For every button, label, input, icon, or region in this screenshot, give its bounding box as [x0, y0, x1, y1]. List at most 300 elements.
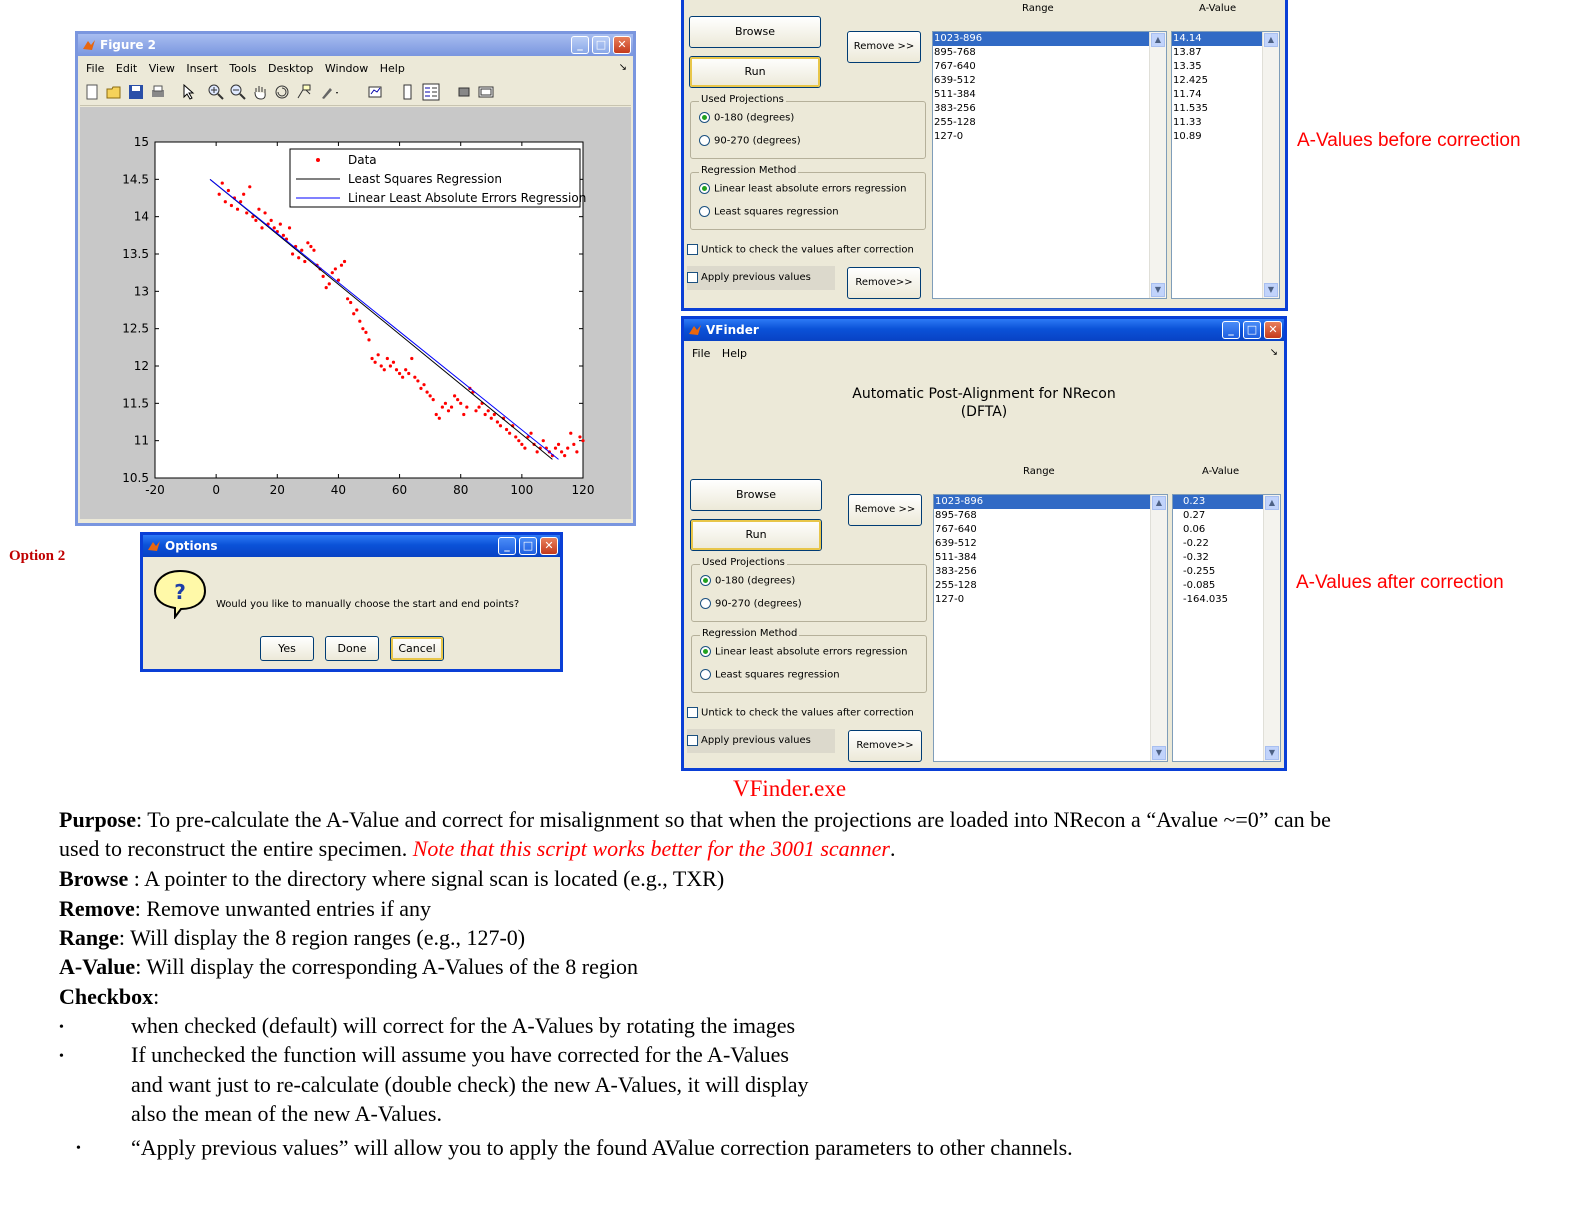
- avalue-list-item[interactable]: 12.425: [1173, 75, 1208, 86]
- pan-hand-icon[interactable]: [252, 84, 268, 100]
- data-point: [358, 320, 361, 323]
- data-point: [432, 398, 435, 401]
- figure-titlebar: [78, 34, 633, 56]
- maximize-button[interactable]: □: [1243, 321, 1261, 339]
- used-projections-title: Used Projections: [702, 557, 785, 568]
- data-point: [398, 372, 401, 375]
- data-point: [282, 234, 285, 237]
- reg-ls-radio[interactable]: [699, 206, 839, 218]
- apply-previous-checkbox[interactable]: [687, 266, 835, 290]
- vfinder-heading: [684, 385, 1284, 421]
- range-list-item[interactable]: 895-768: [934, 47, 976, 58]
- data-point: [435, 413, 438, 416]
- data-point: [303, 260, 306, 263]
- data-point: [557, 443, 560, 446]
- y-tick-label: 11: [133, 433, 149, 448]
- menu-edit[interactable]: Edit: [115, 62, 138, 75]
- untick-label: Untick to check the values after correction: [701, 244, 914, 256]
- avalue-listbox[interactable]: [1172, 494, 1281, 762]
- bullet-2b: and want just to re-calculate (double check) the new A-Values, it will display: [131, 1072, 809, 1097]
- data-point: [224, 200, 227, 203]
- radio-dot: [700, 646, 711, 657]
- radio-dot: [699, 206, 710, 217]
- y-tick-label: 10.5: [122, 471, 149, 485]
- doc-avalue: [59, 952, 638, 981]
- data-point: [453, 394, 456, 397]
- data-point: [514, 435, 517, 438]
- after-correction-label: A-Values after correction: [1296, 572, 1504, 593]
- y-tick-label: 15: [133, 135, 149, 149]
- data-point: [380, 364, 383, 367]
- range-listbox[interactable]: [933, 494, 1168, 762]
- data-point: [508, 432, 511, 435]
- data-point: [447, 409, 450, 412]
- scroll-down-icon[interactable]: ▼: [1152, 746, 1166, 760]
- y-tick-label: 12: [133, 359, 149, 373]
- doc-range: [59, 923, 525, 952]
- checkbox-box: [687, 272, 698, 283]
- used-projections-group: [690, 94, 926, 159]
- vfinder-window-before: [681, 0, 1288, 311]
- run-button[interactable]: Run: [689, 56, 821, 88]
- svg-text:?: ?: [174, 580, 186, 604]
- bullet-2c: also the mean of the new A-Values.: [131, 1101, 442, 1126]
- data-point: [520, 443, 523, 446]
- avalue-list-item[interactable]: -164.035: [1183, 594, 1228, 605]
- data-point: [322, 275, 325, 278]
- data-point: [450, 405, 453, 408]
- radio-dot: [699, 183, 710, 194]
- purpose-note: Note that this script works better for the 3001 scanner: [412, 836, 890, 861]
- data-point: [370, 357, 373, 360]
- data-point: [529, 432, 532, 435]
- range-list-item[interactable]: 1023-896: [933, 32, 1149, 46]
- avalue-listbox[interactable]: [1171, 31, 1280, 299]
- show-tools-icon[interactable]: [478, 84, 494, 100]
- data-point: [493, 413, 496, 416]
- avalue-text: : Will display the corresponding A-Values of the 8 region: [135, 954, 638, 979]
- remove-avalues-button[interactable]: Remove>>: [848, 730, 922, 762]
- regression-method-title: Regression Method: [701, 165, 797, 176]
- bullet-3: “Apply previous values” will allow you to apply the found AValue correction parameters to other channels.: [131, 1135, 1073, 1160]
- data-point: [517, 439, 520, 442]
- purpose-end: .: [889, 836, 896, 861]
- data-point: [355, 308, 358, 311]
- range-list-item[interactable]: 767-640: [935, 524, 977, 535]
- remove-label: Remove: [59, 896, 135, 921]
- vfinder-window-after: [681, 316, 1287, 771]
- data-point: [496, 420, 499, 423]
- pointer-icon[interactable]: [180, 84, 196, 100]
- legend-label: Linear Least Absolute Errors Regression: [348, 191, 587, 205]
- avalue-list-item[interactable]: 11.74: [1173, 89, 1202, 100]
- figure-menubar: [78, 62, 633, 75]
- proj-0-180-label: 0-180 (degrees): [715, 575, 796, 587]
- data-point: [575, 450, 578, 453]
- data-point: [254, 219, 257, 222]
- untick-label: Untick to check the values after correction: [701, 707, 914, 719]
- reg-lae-label: Linear least absolute errors regression: [715, 646, 908, 658]
- data-point: [484, 413, 487, 416]
- data-point: [300, 249, 303, 252]
- question-icon: [153, 569, 207, 619]
- data-point: [441, 405, 444, 408]
- zoom-out-icon[interactable]: [230, 84, 246, 100]
- run-button[interactable]: Run: [690, 519, 822, 551]
- data-point: [312, 249, 315, 252]
- regression-method-group: [690, 165, 926, 230]
- proj-0-180-radio[interactable]: [700, 575, 795, 587]
- used-projections-group: [691, 557, 927, 622]
- close-button[interactable]: ✕: [1264, 321, 1282, 339]
- data-point: [404, 368, 407, 371]
- data-point: [309, 245, 312, 248]
- data-point: [462, 413, 465, 416]
- data-point: [343, 260, 346, 263]
- avalue-list-item[interactable]: 11.33: [1173, 117, 1202, 128]
- data-point: [395, 368, 398, 371]
- doc-remove: [59, 894, 431, 923]
- data-point: [236, 208, 239, 211]
- hide-tools-icon[interactable]: [456, 84, 472, 100]
- bullet-marker-2: •: [59, 1049, 64, 1064]
- range-list-item[interactable]: 255-128: [934, 117, 976, 128]
- data-point: [346, 297, 349, 300]
- scroll-down-icon[interactable]: ▼: [1265, 746, 1279, 760]
- legend-marker: [316, 158, 320, 162]
- data-point: [542, 439, 545, 442]
- avalue-list-item[interactable]: 13.87: [1173, 47, 1202, 58]
- bullet-2a: If unchecked the function will assume you have corrected for the A-Values: [131, 1042, 789, 1067]
- scroll-down-icon[interactable]: ▼: [1264, 283, 1278, 297]
- range-list-item[interactable]: 639-512: [934, 75, 976, 86]
- x-tick-label: 20: [269, 483, 285, 497]
- save-icon[interactable]: [128, 84, 144, 100]
- legend-label: Least Squares Regression: [348, 172, 502, 186]
- options-message: Would you like to manually choose the start and end points?: [216, 599, 520, 610]
- range-list-item[interactable]: 255-128: [935, 580, 977, 591]
- link-plot-icon[interactable]: [368, 84, 384, 100]
- reg-ls-label: Least squares regression: [715, 669, 840, 681]
- y-tick-label: 13.5: [122, 247, 149, 261]
- y-tick-label: 12.5: [122, 321, 149, 336]
- doc-browse: [59, 864, 724, 893]
- avalue-list-item[interactable]: 14.14: [1172, 32, 1262, 46]
- remove-avalues-button[interactable]: Remove>>: [847, 267, 921, 299]
- avalue-list-item[interactable]: 0.23: [1173, 495, 1263, 509]
- range-list-item[interactable]: 895-768: [935, 510, 977, 521]
- data-point: [536, 450, 539, 453]
- data-point: [386, 357, 389, 360]
- range-header: Range: [1023, 466, 1055, 477]
- data-point: [465, 405, 468, 408]
- options-titlebar: [143, 535, 560, 557]
- data-point: [328, 282, 331, 285]
- data-point: [499, 424, 502, 427]
- rotate-3d-icon[interactable]: [274, 84, 290, 100]
- doc-purpose: [59, 805, 1331, 834]
- proj-90-270-label: 90-270 (degrees): [715, 598, 802, 610]
- maximize-button[interactable]: □: [519, 537, 537, 555]
- browse-text: : A pointer to the directory where signal scan is located (e.g., TXR): [128, 866, 725, 891]
- x-tick-label: 0: [212, 483, 220, 497]
- avalue-list-item[interactable]: -0.085: [1183, 580, 1216, 591]
- radio-dot: [700, 669, 711, 680]
- cancel-button[interactable]: Cancel: [390, 636, 444, 661]
- proj-0-180-label: 0-180 (degrees): [714, 112, 795, 124]
- menu-file[interactable]: File: [86, 62, 105, 75]
- y-tick-label: 14: [133, 209, 149, 224]
- reg-lae-radio[interactable]: [699, 183, 907, 195]
- scroll-up-icon[interactable]: ▲: [1265, 496, 1279, 510]
- options-title: Options: [165, 539, 218, 553]
- close-button[interactable]: ✕: [540, 537, 558, 555]
- data-point: [349, 301, 352, 304]
- menu-desktop[interactable]: Desktop: [268, 62, 314, 75]
- apply-previous-checkbox[interactable]: [687, 729, 835, 753]
- data-point: [227, 189, 230, 192]
- data-point: [560, 450, 563, 453]
- untick-checkbox[interactable]: [687, 707, 914, 719]
- avalue-label: A-Value: [59, 954, 136, 979]
- proj-90-270-radio[interactable]: [699, 135, 801, 147]
- data-point: [306, 241, 309, 244]
- data-point: [242, 193, 245, 196]
- data-point: [505, 428, 508, 431]
- data-point: [279, 223, 282, 226]
- regression-method-title: Regression Method: [702, 628, 798, 639]
- range-scrollbar[interactable]: [1149, 32, 1166, 298]
- data-point: [325, 286, 328, 289]
- checkbox-box: [687, 707, 698, 718]
- data-point: [410, 357, 413, 360]
- checkbox-box: [687, 244, 698, 255]
- colorbar-icon[interactable]: [400, 84, 416, 100]
- avalue-header: A-Value: [1199, 3, 1237, 14]
- avalue-scrollbar[interactable]: [1263, 495, 1280, 761]
- radio-dot: [700, 598, 711, 609]
- apply-previous-label: Apply previous values: [701, 735, 811, 746]
- x-tick-label: 100: [510, 483, 534, 497]
- menu-help[interactable]: Help: [721, 347, 747, 360]
- y-tick-label: 11.5: [122, 396, 149, 411]
- range-listbox[interactable]: [932, 31, 1167, 299]
- data-point: [245, 211, 248, 214]
- radio-dot: [699, 135, 710, 146]
- remove-button[interactable]: Remove >>: [847, 31, 921, 63]
- data-point: [257, 208, 260, 211]
- minimize-button[interactable]: _: [1222, 321, 1240, 339]
- menu-help[interactable]: Help: [379, 62, 405, 75]
- figure-window: [75, 31, 636, 526]
- range-list-item[interactable]: 127-0: [934, 131, 964, 142]
- scroll-up-icon[interactable]: ▲: [1152, 496, 1166, 510]
- avalue-list-item[interactable]: -0.255: [1183, 566, 1216, 577]
- range-list-item[interactable]: 1023-896: [934, 495, 1150, 509]
- x-tick-label: 40: [330, 483, 347, 497]
- bullet-marker-1: •: [59, 1020, 64, 1035]
- matlab-icon: [147, 539, 161, 553]
- data-point: [364, 331, 367, 334]
- data-point: [383, 368, 386, 371]
- vfinder-titlebar: [684, 319, 1284, 341]
- avalue-list-item[interactable]: 0.06: [1183, 524, 1206, 535]
- avalue-list-item[interactable]: 10.89: [1173, 131, 1202, 142]
- avalue-list-item[interactable]: 0.27: [1183, 510, 1206, 521]
- vfinder-menubar: [684, 347, 1284, 360]
- range-label: Range: [59, 925, 119, 950]
- x-tick-label: 80: [453, 483, 469, 497]
- data-point: [260, 226, 263, 229]
- regression-method-group: [691, 628, 927, 693]
- data-point: [248, 185, 251, 188]
- minimize-button[interactable]: _: [571, 36, 589, 54]
- dock-arrow-icon[interactable]: ↘: [618, 62, 627, 73]
- radio-dot: [700, 575, 711, 586]
- data-point: [581, 439, 584, 442]
- vfinder-exe-label: VFinder.exe: [733, 776, 847, 801]
- data-point: [444, 402, 447, 405]
- range-list-item[interactable]: 383-256: [935, 566, 977, 577]
- zoom-in-icon[interactable]: [208, 84, 224, 100]
- data-point: [401, 376, 404, 379]
- data-point: [578, 435, 581, 438]
- data-point: [221, 181, 224, 184]
- doc-checkbox: [59, 982, 159, 1011]
- x-tick-label: 60: [391, 483, 408, 497]
- print-icon[interactable]: [150, 84, 166, 100]
- data-point: [407, 372, 410, 375]
- range-header: Range: [1022, 3, 1054, 14]
- figure-toolbar: [80, 81, 631, 106]
- purpose-text2: used to reconstruct the entire specimen.: [59, 836, 413, 861]
- avalue-header: A-Value: [1202, 466, 1240, 477]
- browse-button[interactable]: Browse: [690, 479, 822, 511]
- data-point: [413, 376, 416, 379]
- reg-lae-label: Linear least absolute errors regression: [714, 183, 907, 195]
- done-button[interactable]: Done: [325, 636, 379, 661]
- menu-view[interactable]: View: [148, 62, 175, 75]
- proj-0-180-radio[interactable]: [699, 112, 794, 124]
- checkbox-text: :: [153, 984, 160, 1009]
- data-point: [361, 327, 364, 330]
- heading-line2: (DFTA): [960, 404, 1008, 420]
- figure-title: Figure 2: [100, 38, 157, 52]
- range-list-item[interactable]: 511-384: [934, 89, 976, 100]
- data-point: [367, 338, 370, 341]
- new-file-icon[interactable]: [84, 84, 100, 100]
- open-folder-icon[interactable]: [106, 84, 122, 100]
- data-point: [419, 387, 422, 390]
- range-list-item[interactable]: 511-384: [935, 552, 977, 563]
- data-point: [374, 361, 377, 364]
- data-point: [563, 454, 566, 457]
- scroll-down-icon[interactable]: ▼: [1151, 283, 1165, 297]
- data-point: [456, 398, 459, 401]
- y-tick-label: 14.5: [122, 172, 149, 187]
- data-point: [270, 219, 273, 222]
- scatter-plot: [80, 107, 631, 519]
- avalue-list-item[interactable]: 13.35: [1173, 61, 1202, 72]
- dock-arrow-icon[interactable]: ↘: [1269, 347, 1278, 358]
- checkbox-label: Checkbox: [59, 984, 154, 1009]
- avalue-list-item[interactable]: -0.22: [1183, 538, 1209, 549]
- data-cursor-icon[interactable]: [296, 84, 312, 100]
- x-tick-label: 120: [571, 483, 595, 497]
- purpose-label: Purpose: [59, 807, 136, 832]
- close-button[interactable]: ✕: [613, 36, 631, 54]
- yes-button[interactable]: Yes: [260, 636, 314, 661]
- apply-previous-label: Apply previous values: [701, 272, 811, 283]
- reg-ls-radio[interactable]: [700, 669, 840, 681]
- data-point: [230, 204, 233, 207]
- reg-lae-radio[interactable]: [700, 646, 908, 658]
- radio-dot: [699, 112, 710, 123]
- data-point: [297, 256, 300, 259]
- range-list-item[interactable]: 767-640: [934, 61, 976, 72]
- data-point: [569, 432, 572, 435]
- purpose-text: : To pre-calculate the A-Value and correct for misalignment so that when the projections are loaded into NRecon a “Avalue ~=0” can be: [136, 807, 1331, 832]
- menu-file[interactable]: File: [692, 347, 711, 360]
- bullet-marker-3: •: [76, 1141, 81, 1156]
- data-point: [263, 211, 266, 214]
- avalue-scrollbar[interactable]: [1262, 32, 1279, 298]
- menu-window[interactable]: Window: [324, 62, 369, 75]
- matlab-icon: [688, 323, 702, 337]
- data-point: [422, 383, 425, 386]
- maximize-button[interactable]: □: [592, 36, 610, 54]
- data-point: [490, 417, 493, 420]
- data-point: [273, 226, 276, 229]
- browse-button[interactable]: Browse: [689, 16, 821, 48]
- option2-label: Option 2: [9, 548, 66, 564]
- scroll-up-icon[interactable]: ▲: [1264, 33, 1278, 47]
- remove-button[interactable]: Remove >>: [848, 494, 922, 526]
- heading-line1: Automatic Post-Alignment for NRecon: [852, 386, 1116, 402]
- data-point: [340, 264, 343, 267]
- data-point: [218, 193, 221, 196]
- data-point: [416, 379, 419, 382]
- data-point: [331, 271, 334, 274]
- data-point: [389, 364, 392, 367]
- range-scrollbar[interactable]: [1150, 495, 1167, 761]
- untick-checkbox[interactable]: [687, 244, 914, 256]
- data-point: [477, 405, 480, 408]
- range-list-item[interactable]: 127-0: [935, 594, 965, 605]
- minimize-button[interactable]: _: [498, 537, 516, 555]
- remove-text: : Remove unwanted entries if any: [134, 896, 432, 921]
- avalue-list-item[interactable]: -0.32: [1183, 552, 1209, 563]
- x-tick-label: -20: [145, 483, 165, 497]
- avalue-list-item[interactable]: 11.535: [1173, 103, 1208, 114]
- data-point: [487, 409, 490, 412]
- brush-icon[interactable]: [320, 84, 340, 100]
- menu-tools[interactable]: Tools: [229, 62, 257, 75]
- data-point: [429, 394, 432, 397]
- proj-90-270-radio[interactable]: [700, 598, 802, 610]
- data-point: [377, 353, 380, 356]
- range-list-item[interactable]: 383-256: [934, 103, 976, 114]
- menu-insert[interactable]: Insert: [186, 62, 218, 75]
- legend-icon[interactable]: [422, 83, 440, 101]
- matlab-icon: [82, 38, 96, 52]
- data-point: [291, 252, 294, 255]
- data-point: [554, 447, 557, 450]
- range-list-item[interactable]: 639-512: [935, 538, 977, 549]
- before-correction-label: A-Values before correction: [1297, 130, 1521, 151]
- scroll-up-icon[interactable]: ▲: [1151, 33, 1165, 47]
- data-point: [392, 361, 395, 364]
